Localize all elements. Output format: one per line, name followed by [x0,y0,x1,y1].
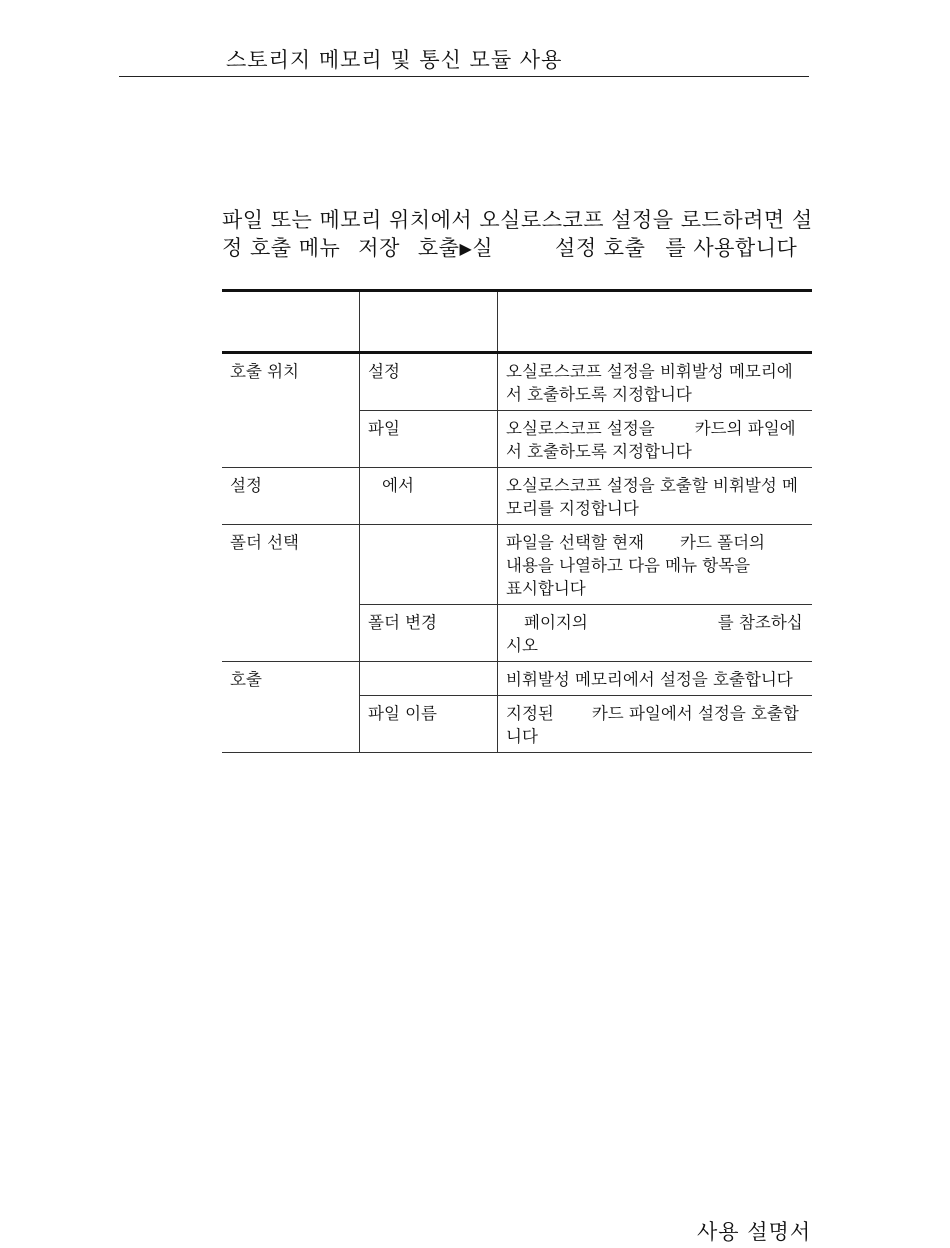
recall-settings-table [222,289,812,753]
table-header-cell [498,291,813,353]
intro-save-label: 저장 [358,236,400,260]
intro-recall-label: 호출 [417,236,460,260]
comment-part: 표시합니다 [506,579,586,598]
comment-part: 지정된 [506,704,554,723]
table-row [222,525,812,605]
table-row [222,353,812,411]
table-cell-comment: 오실로스코프 설정을 비휘발성 메모리에서 호출하도록 지정합니다 [498,353,813,411]
table-row [222,411,812,468]
table-cell-comment: 비휘발성 메모리에서 설정을 호출합니다 [498,662,813,696]
table-header-row [222,291,812,353]
intro-paragraph [222,206,822,263]
table-cell-option [222,696,360,753]
table-row [222,662,812,696]
comment-part: 페이지의 [524,613,588,632]
setting-part: 에서 [382,476,414,495]
table-cell-comment [498,411,813,468]
table-row [222,696,812,753]
intro-menu-name: 정 호출 메뉴 [222,236,341,260]
comment-part: 카드의 파일에서 호출하도록 지정합니다 [506,419,796,461]
table-cell-setting: 파일 [360,411,498,468]
table-cell-setting: 폴더 변경 [360,605,498,662]
right-triangle-icon: ▶ [459,239,473,258]
intro-use-text: 를 사용합니다 [665,236,798,260]
intro-run-label: 실 [472,236,494,260]
table-cell-option: 폴더 선택 [230,533,300,552]
table-cell-comment [498,525,813,605]
table-cell-option: 설정 [222,468,360,525]
table-cell-option: 호출 위치 [230,362,300,381]
page-header-title: 스토리지 메모리 및 통신 모듈 사용 [226,48,563,72]
header-rule [119,76,809,77]
intro-setup-recall-label: 설정 호출 [555,236,646,260]
table-cell-comment [498,696,813,753]
table-cell-setting [360,525,498,605]
table-cell-setting: 파일 이름 [360,696,498,753]
comment-part: 를 참조하십시오 [506,613,803,655]
table-cell-option: 호출 [230,670,262,689]
table-cell-option [222,605,360,662]
table-cell-setting [360,468,498,525]
table-cell-comment: 오실로스코프 설정을 호출할 비휘발성 메모리를 지정합니다 [498,468,813,525]
table-cell-comment [498,605,813,662]
intro-line-2 [222,234,822,263]
comment-part: 내용을 나열하고 다음 메뉴 항목을 [506,556,751,575]
comment-part: 카드 파일에서 설정을 호출합니다 [506,704,799,746]
table-header-cell [222,291,360,353]
intro-line-1: 파일 또는 메모리 위치에서 오실로스코프 설정을 로드하려면 설 [222,208,813,232]
comment-part: 파일을 선택할 현재 [506,533,645,552]
comment-part: 카드 폴더의 [680,533,765,552]
table-cell-setting: 설정 [360,353,498,411]
table-header-cell [360,291,498,353]
table-row [222,468,812,525]
comment-part: 오실로스코프 설정을 [506,419,655,438]
table-cell-option [222,411,360,468]
page-footer-text: 사용 설명서 [697,1220,812,1244]
table-row [222,605,812,662]
table-cell-setting [360,662,498,696]
